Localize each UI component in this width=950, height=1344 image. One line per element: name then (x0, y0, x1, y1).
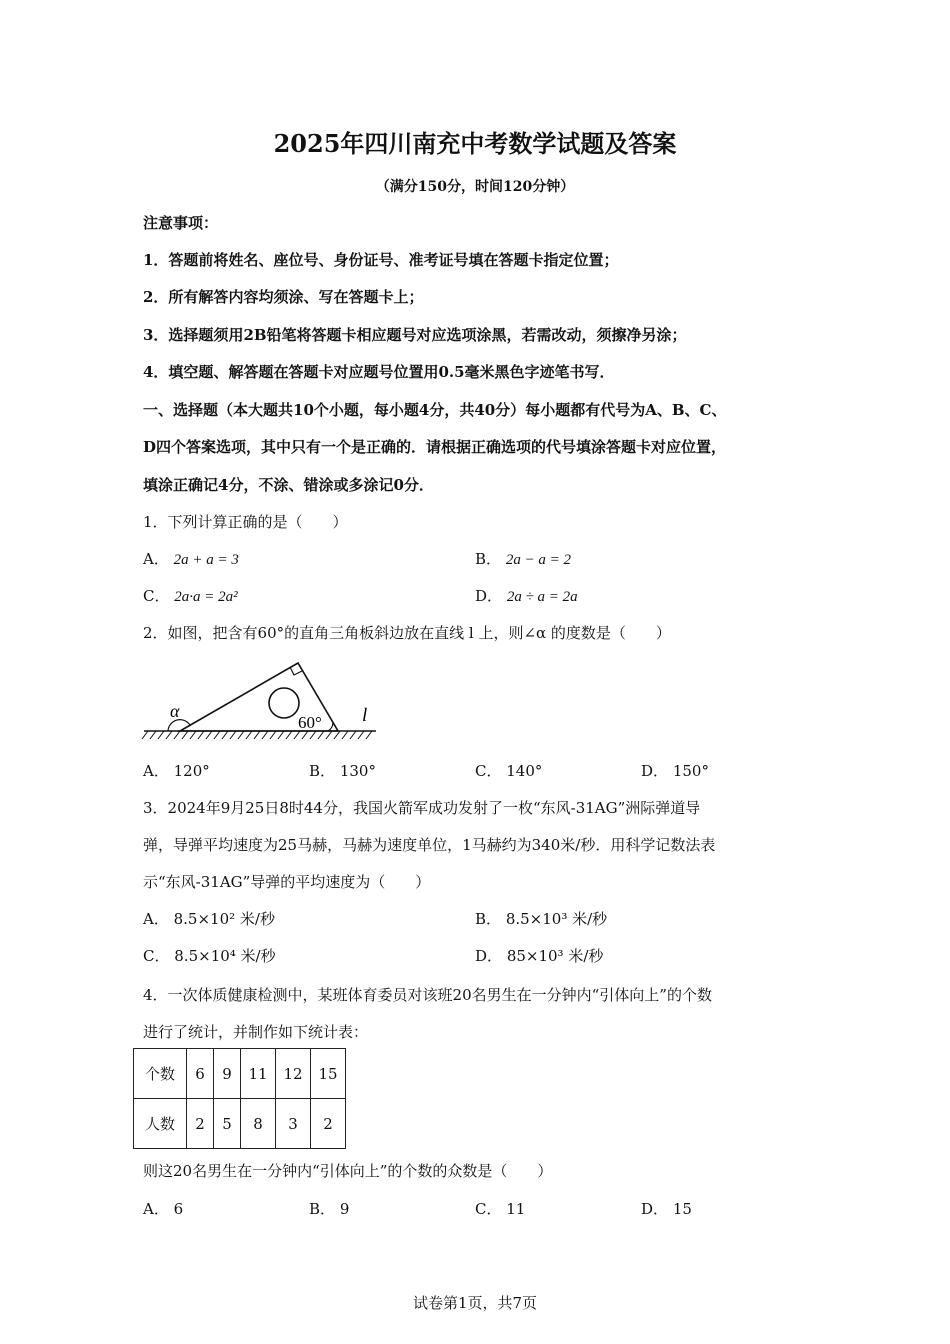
option-label: C． (475, 1200, 502, 1218)
line-label: l (362, 705, 368, 726)
option-value: 8.5×10² 米/秒 (173, 910, 275, 928)
option-expr: 2a ÷ a = 2a (506, 589, 578, 605)
option-label: C． (143, 587, 170, 605)
notice-item-4: 4．填空题、解答题在答题卡对应题号位置用0.5毫米黑色字迹笔书写． (143, 363, 615, 381)
q4-option-b (309, 1198, 349, 1219)
notice-item-2: 2．所有解答内容均须涂、写在答题卡上； (143, 288, 424, 306)
q2-option-d (641, 760, 709, 781)
q2-option-a (143, 760, 210, 781)
option-value: 11 (506, 1200, 526, 1218)
ruler-hole (269, 688, 299, 718)
option-label: A． (143, 550, 169, 568)
table-row (134, 1099, 346, 1149)
table-cell: 6 (187, 1049, 214, 1099)
table-row (134, 1049, 346, 1099)
q4-question: 则这20名男生在一分钟内“引体向上”的个数的众数是（ ） (143, 1162, 553, 1180)
section1-line-3: 填涂正确记4分，不涂、错涂或多涂记0分． (143, 476, 434, 494)
option-label: C． (475, 762, 502, 780)
q2-figure (140, 655, 380, 745)
q1-option-b (475, 548, 571, 569)
ground-hatching (142, 731, 372, 739)
table-cell: 5 (214, 1099, 241, 1149)
q1-option-a (143, 548, 239, 569)
option-value: 130° (339, 762, 376, 780)
q3-option-b (475, 908, 607, 929)
q4-line-2: 进行了统计，并制作如下统计表： (143, 1023, 369, 1041)
q2-option-c (475, 760, 542, 781)
exam-info: （满分150分，时间120分钟） (375, 179, 575, 195)
option-label: A． (143, 762, 169, 780)
section1-line-2: D四个答案选项，其中只有一个是正确的．请根据正确选项的代号填涂答题卡对应位置， (143, 438, 727, 456)
option-label: C． (143, 947, 170, 965)
q3-line-2: 弹，导弹平均速度为25马赫，马赫为速度单位，1马赫约为340米/秒．用科学记数法表 (143, 836, 716, 854)
notice-item-1: 1．答题前将姓名、座位号、身份证号、准考证号填在答题卡指定位置； (143, 251, 619, 269)
option-label: B． (309, 762, 336, 780)
page-title: 2025年四川南充中考数学试题及答案 (273, 129, 677, 158)
table-cell: 3 (276, 1099, 311, 1149)
option-expr: 2a − a = 2 (505, 552, 572, 568)
option-label: B． (309, 1200, 336, 1218)
q3-option-a (143, 908, 275, 929)
option-label: D． (475, 587, 503, 605)
option-value: 8.5×10⁴ 米/秒 (174, 947, 276, 965)
option-value: 15 (672, 1200, 692, 1218)
q1-option-c (143, 585, 238, 606)
q3-line-1: 3．2024年9月25日8时44分，我国火箭军成功发射了一枚“东风-31AG”洲际弹道导 (143, 799, 701, 817)
q2-option-b (309, 760, 376, 781)
option-expr: 2a·a = 2a² (174, 589, 238, 605)
option-label: D． (475, 947, 503, 965)
q3-option-c (143, 945, 276, 966)
table-cell: 2 (311, 1099, 346, 1149)
option-value: 85×10³ 米/秒 (506, 947, 604, 965)
notice-heading: 注意事项： (143, 214, 219, 232)
q1-option-d (475, 585, 578, 606)
table-cell: 2 (187, 1099, 214, 1149)
sixty-arc (328, 722, 333, 731)
option-value: 140° (506, 762, 543, 780)
stats-table (133, 1048, 346, 1149)
option-value: 150° (672, 762, 709, 780)
alpha-label: α (170, 701, 180, 721)
option-value: 120° (173, 762, 210, 780)
q4-option-c (475, 1198, 525, 1219)
table-cell: 12 (276, 1049, 311, 1099)
option-value: 8.5×10³ 米/秒 (505, 910, 608, 928)
table-cell: 15 (311, 1049, 346, 1099)
q3-line-3: 示“东风-31AG”导弹的平均速度为（ ） (143, 873, 431, 891)
table-cell: 8 (241, 1099, 276, 1149)
page-footer: 试卷第1页，共7页 (412, 1294, 538, 1312)
notice-item-3: 3．选择题须用2B铅笔将答题卡相应题号对应选项涂黑，若需改动，须擦净另涂； (143, 326, 687, 344)
table-cell: 9 (214, 1049, 241, 1099)
option-label: B． (475, 550, 502, 568)
q4-option-d (641, 1198, 692, 1219)
q1-stem: 1．下列计算正确的是（ ） (143, 513, 348, 531)
table-cell: 人数 (134, 1099, 187, 1149)
table-cell: 11 (241, 1049, 276, 1099)
section1-line-1: 一、选择题（本大题共10个小题，每小题4分，共40分）每小题都有代号为A、B、C、 (143, 401, 727, 419)
option-value: 6 (173, 1200, 184, 1218)
option-label: D． (641, 1200, 669, 1218)
option-expr: 2a + a = 3 (173, 552, 239, 568)
option-value: 9 (339, 1200, 350, 1218)
q3-option-d (475, 945, 603, 966)
option-label: D． (641, 762, 669, 780)
sixty-label: 60° (298, 713, 322, 732)
alpha-arc (168, 720, 190, 731)
q4-option-a (143, 1198, 183, 1219)
q2-stem: 2．如图，把含有60°的直角三角板斜边放在直线 l 上，则∠α 的度数是（ ） (143, 624, 671, 642)
option-label: B． (475, 910, 502, 928)
option-label: A． (143, 910, 169, 928)
q4-line-1: 4．一次体质健康检测中，某班体育委员对该班20名男生在一分钟内“引体向上”的个数 (143, 986, 712, 1004)
table-cell: 个数 (134, 1049, 187, 1099)
option-label: A． (143, 1200, 169, 1218)
